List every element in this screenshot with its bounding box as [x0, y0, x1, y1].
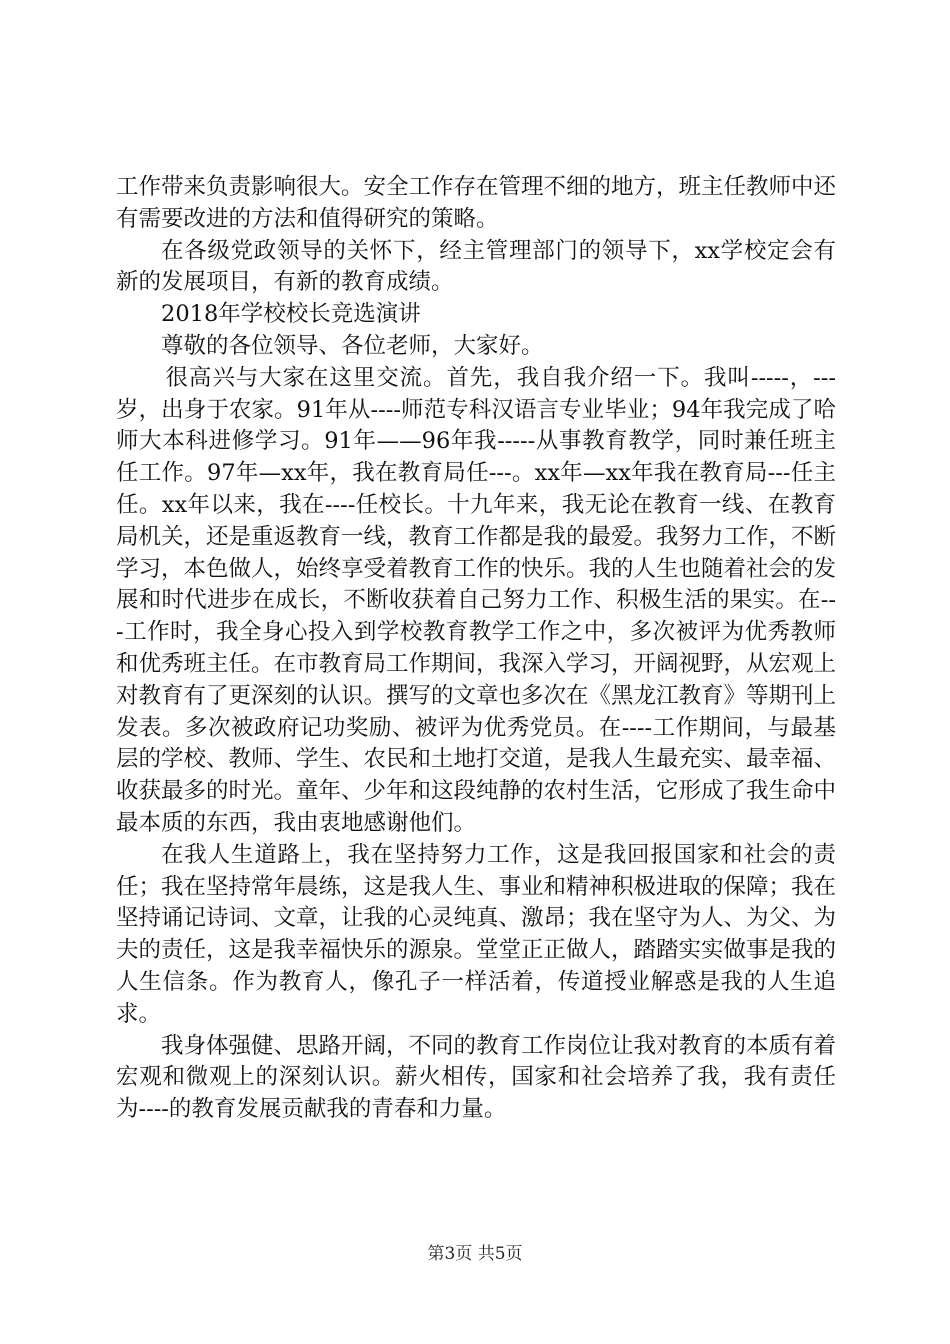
- document-body: [116, 172, 836, 1126]
- paragraph-life-path: 在我人生道路上，我在坚持努力工作，这是我回报国家和社会的责任；我在坚持常年晨练，这是我人生、事业和精神积极进取的保障；我在坚持诵记诗词、文章，让我的心灵纯真、激昂；我在坚守为人、为父、为夫的责任，这是我幸福快乐的源泉。堂堂正正做人，踏踏实实做事是我的人生信条。作为教育人，像孔子一样活着，传道授业解惑是我的人生追求。: [116, 841, 837, 1027]
- paragraph-leadership: 在各级党政领导的关怀下，经主管理部门的领导下，xx学校定会有新的发展项目，有新的教育成绩。: [116, 237, 836, 296]
- paragraph-self-introduction: 很高兴与大家在这里交流。首先，我自我介绍一下。我叫-----，---岁，出身于农家。91年从----师范专科汉语言专业毕业；94年我完成了哈师大本科进修学习。91年——96年我-----从事教育教学，同时兼任班主任工作。97年—xx年，我在教育局任---。xx年—xx年我在教育局---任主任。xx年以来，我在----任校长。十九年来，我无论在教育一线、在教育局机关，还是重返教育一线，教育工作都是我的最爱。我努力工作，不断学习，本色做人，始终享受着教育工作的快乐。我的人生也随着社会的发展和时代进步在成长，不断收获着自己努力工作、积极生活的果实。在---工作时，我全身心投入到学校教育教学工作之中，多次被评为优秀教师和优秀班主任。在市教育局工作期间，我深入学习，开阔视野，从宏观上对教育有了更深刻的认识。撰写的文章也多次在《黑龙江教育》等期刊上发表。多次被政府记功奖励、被评为优秀党员。在----工作期间，与最基层的学校、教师、学生、农民和土地打交道，是我人生最充实、最幸福、收获最多的时光。童年、少年和这段纯静的农村生活，它形成了我生命中最本质的东西，我由衷地感谢他们。: [116, 364, 837, 836]
- speech-title: 2018年学校校长竞选演讲: [161, 301, 421, 328]
- speech-greeting: 尊敬的各位领导、各位老师，大家好。: [161, 332, 544, 359]
- paragraph-commitment: 我身体强健、思路开阔，不同的教育工作岗位让我对教育的本质有着宏观和微观上的深刻认识。薪火相传，国家和社会培养了我，我有责任为----的教育发展贡献我的青春和力量。: [116, 1032, 837, 1123]
- page-number-footer: 第3页 共5页: [427, 1244, 523, 1264]
- paragraph-continuation: 工作带来负责影响很大。安全工作存在管理不细的地方，班主任教师中还有需要改进的方法和值得研究的策略。: [116, 174, 837, 232]
